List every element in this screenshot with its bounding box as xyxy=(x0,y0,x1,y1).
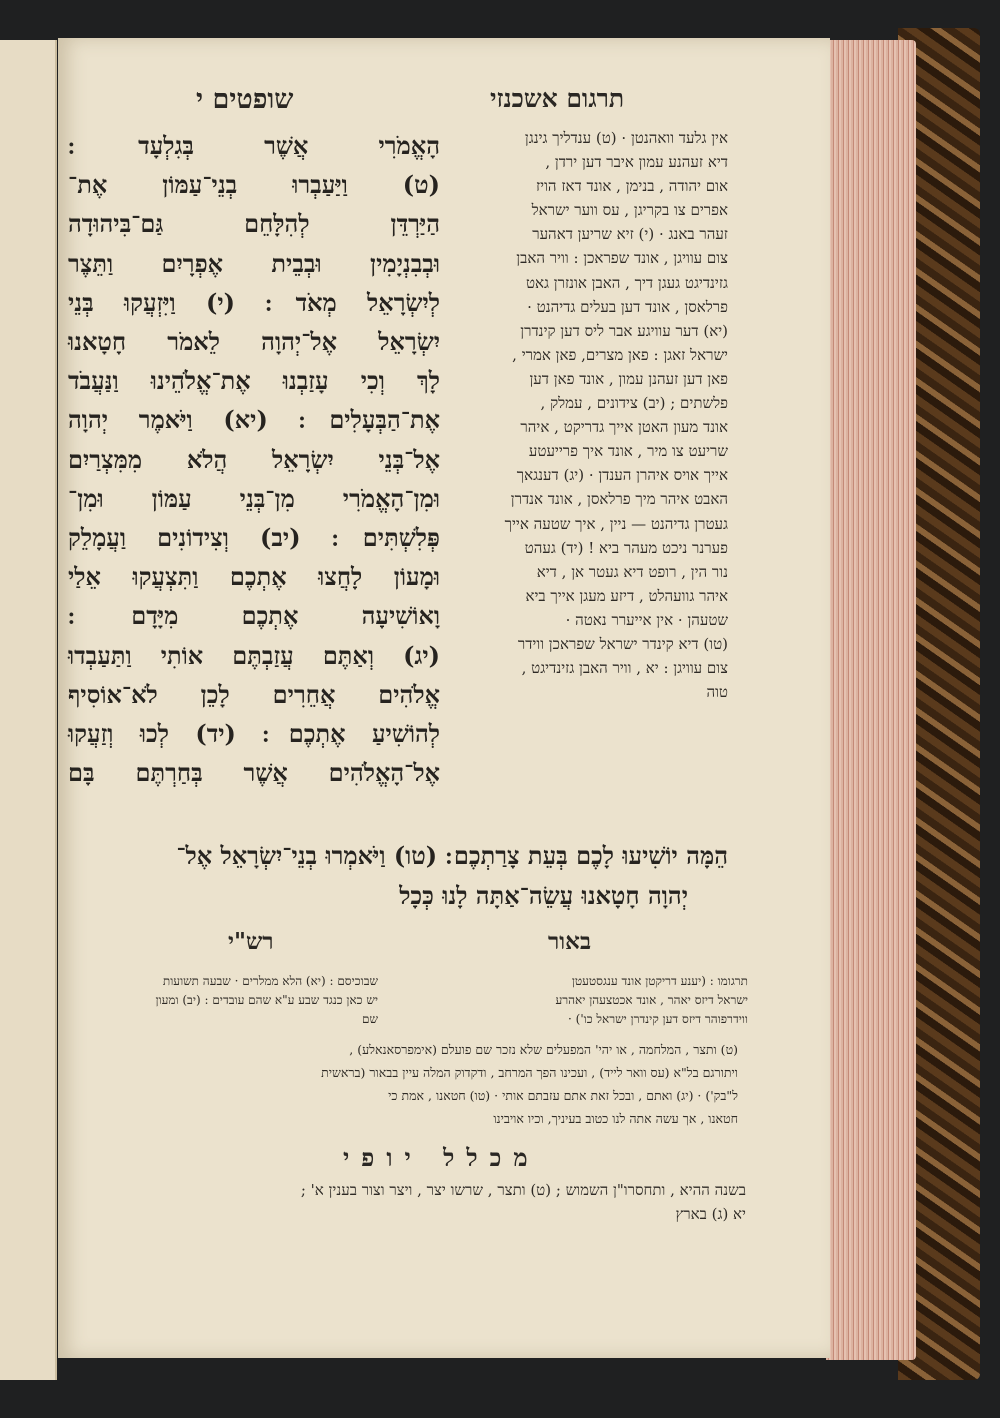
rashi-line: שבוכיסם : (יא) הלא ממלרים · שבעה תשועות xyxy=(162,974,378,988)
verse-line: יְהוָה חָטָאנוּ עֲשֵׂה־אַתָּה לָנוּ כְּכָל xyxy=(399,881,688,910)
targum-line: צום עוויגן , אונד שפראכן : וויר האבן xyxy=(516,249,728,268)
targum-line: גזינדיגט געגן דיך , האבן אונזרן גאט xyxy=(526,273,728,292)
targum-line: (טו) דיא קינדר ישראל שפראכן ווידר xyxy=(517,634,728,653)
targum-line: טוה xyxy=(706,683,728,702)
bible-line: הָאֱמֹרִי אֲשֶׁר בְּגִלְעָד ׃ xyxy=(68,131,440,160)
targum-line: ישראל זאגן : פאן מצרים, פאן אמרי , xyxy=(512,345,728,364)
page-edges xyxy=(826,40,916,1360)
targum-line: אונד מעון האטן אייך גדריקט , איהר xyxy=(520,418,728,437)
targum-line: אייך אויס איהרן הענדן · (יג) דענגאך xyxy=(516,466,728,485)
targum-line: שטעהן · אין אייערר נאטה · xyxy=(565,610,728,629)
footer-line: בשנה ההיא , ותחסרו"ן השמוש ; (ט) ותצר , שרשו יצר , ויצר וצור בענין א' ; xyxy=(300,1181,746,1199)
targum-line: אין גלעד וואהנטן · (ט) ענדליך גינגן xyxy=(524,129,728,147)
bible-line: אֶל־הָאֱלֹהִים אֲשֶׁר בְּחַרְתֶּם בָּם xyxy=(68,758,440,788)
commentary-line: (ט) ותצר , המלחמה , או יהי' המפעלים שלא נזכר שם פועלם (אימפרסאנאלע) , xyxy=(349,1042,738,1057)
bible-line: פְּלִשְׁתִּים ׃ (יב) וְצִידוֹנִים וַעֲמָלֵק xyxy=(68,523,440,553)
bible-line: אֶת־הַבְּעָלִים ׃ (יא) וַיֹּאמֶר יְהוָה xyxy=(68,405,440,435)
rashi-commentary xyxy=(88,972,378,1029)
targum-line: פאן דען זעהנן עמון , אונד פאן דען xyxy=(529,369,728,388)
targum-line: פערנר ניכט מעהר ביא ! (יד) געהט xyxy=(524,538,728,557)
verse-line: הֵמָּה יוֹשִׁיעוּ לָכֶם בְּעֵת צָרַתְכֶם ׃ (טו) וַיֹּאמְרוּ בְנֵי־יִשְׂרָאֵל אֶל־ xyxy=(176,841,728,870)
targum-line: איהר גוועהלט , דיזע מעגן אייך ביא xyxy=(525,586,728,605)
bible-line: וָאוֹשִׁיעָה אֶתְכֶם מִיָּדָם ׃ xyxy=(68,601,440,631)
rashi-line: יש כאן כנגד שבע ע"א שהם עובדים : (יב) ומעון xyxy=(155,993,378,1007)
bible-line: וּמִן־הָאֱמֹרִי מִן־בְּנֵי עַמּוֹן וּמִן־ xyxy=(68,483,440,513)
bible-line: יִשְׂרָאֵל אֶל־יְהוָה לֵאמֹר חָטָאנוּ xyxy=(68,327,440,357)
book-chapter-title: שופטים י xyxy=(196,84,294,115)
bible-line: וּמָעוֹן לָחֲצוּ אֶתְכֶם וַתִּצְעֲקוּ אֵלַי xyxy=(68,562,440,592)
biur-commentary xyxy=(418,972,748,1029)
targum-line: געטרן גדיהנט — ניין , איך שטעה אייך xyxy=(504,514,728,533)
mikhlal-yofi-notes xyxy=(94,1178,746,1226)
rashi-heading: רש"י xyxy=(228,928,274,955)
bible-line: הַיַּרְדֵּן לְהִלָּחֵם גַּם־בִּיהוּדָה xyxy=(68,209,440,239)
bible-line: לְהוֹשִׁיעַ אֶתְכֶם ׃ (יד) לְכוּ וְזַעֲקוּ xyxy=(68,719,440,749)
commentary-line: ל"בק') · (יג) ואתם , ובכל זאת אתם עזבתם אותי · (טו) חטאנו , אמת כי xyxy=(388,1088,738,1103)
biur-notes xyxy=(88,1038,738,1130)
targum-line: (יא) דער עוויגע אבר ליס דען קינדרן xyxy=(520,321,728,340)
bible-line: אֶל־בְּנֵי יִשְׂרָאֵל הֲלֹא מִמִּצְרַיִם xyxy=(68,444,440,474)
bible-line: לָךְ וְכִי עָזַבְנוּ אֶת־אֱלֹהֵינוּ וַנַּעֲבֹד xyxy=(68,366,440,396)
footer-line: יא (ג) בארץ xyxy=(675,1205,746,1223)
targum-line: דיא זעהנע עמון איבר דען ירדן , xyxy=(545,153,728,172)
targum-line: שריעט צו מיר , אונד איך פרייעטע xyxy=(528,442,728,461)
biur-heading: באור xyxy=(548,928,592,955)
commentary-line: ויתורגם בל"א (עס וואר לייד) , ועכינו הפך המרחב , ודקדוק המלה עיין בבאור (בראשית xyxy=(321,1065,738,1080)
german-translation-column xyxy=(430,126,728,704)
targum-line: פלשתים ; (יב) צידונים , עמלק , xyxy=(540,394,728,413)
verse-continuation xyxy=(88,836,728,916)
targum-line: נור הין , רופט דיא געטר אן , דיא xyxy=(536,562,728,581)
targum-line: זעהר באנג · (י) זיא שריען דאהער xyxy=(532,225,728,244)
book-left-page xyxy=(0,40,57,1380)
biur-line: ישראל דיזס יאהר , אונד אכטצעהן יאהרע xyxy=(555,993,748,1007)
bible-line: אֱלֹהִים אֲחֵרִים לָכֵן לֹא־אוֹסִיף xyxy=(68,679,440,709)
commentary-line: חטאנו , אך עשה אתה לנו כטוב בעיניך, וכיו אויבינו xyxy=(493,1111,738,1126)
mikhlal-yofi-heading: מכלל יופי xyxy=(343,1143,540,1172)
targum-line: אפרים צו בקריגן , עס ווער ישראל xyxy=(531,201,728,220)
targum-line: האבט איהר מיך פרלאסן , אונד אנדרן xyxy=(510,490,728,509)
rashi-line: שם xyxy=(362,1012,378,1026)
biur-line: ווידרפוהר דיזס דען קינדרן ישראל כו') · xyxy=(568,1012,748,1026)
bible-line: לְיִשְׂרָאֵל מְאֹד ׃ (י) וַיִּזְעֲקוּ בְּנֵי xyxy=(68,287,440,317)
hebrew-text-column xyxy=(68,126,440,792)
book-page xyxy=(58,38,830,1358)
bible-line: וּבְבִנְיָמִין וּבְבֵית אֶפְרָיִם וַתֵּצֶר xyxy=(68,248,440,278)
targum-line: פרלאסן , אונד דען בעלים גדיהנט · xyxy=(527,297,728,316)
targum-line: צום עוויגן : יא , וויר האבן גזינדיגט , xyxy=(521,659,728,678)
targum-title: תרגום אשכנזי xyxy=(490,84,625,113)
bible-line: (ט) וַיַּעַבְרוּ בְנֵי־עַמּוֹן אֶת־ xyxy=(68,170,440,200)
bible-line: (יג) וְאַתֶּם עֲזַבְתֶּם אוֹתִי וַתַּעַבְדוּ xyxy=(68,640,440,670)
targum-line: אום יהודה , בנימן , אונד דאז הויז xyxy=(535,177,728,196)
biur-line: תרגומו : (יענע דריקטן אונד ענגסטעטן xyxy=(571,974,748,988)
